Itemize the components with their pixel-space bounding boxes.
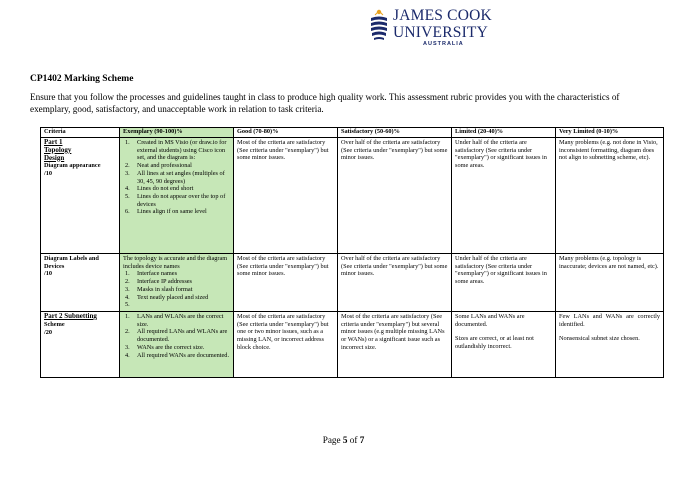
list-item: 3. All lines at set angles (multiples of 30, 45, 90 degrees) [125,169,225,185]
table-row [41,138,664,254]
satisfactory-cell: Over half of the criteria are satisfactory (See criteria under "exemplary") but some minor issues. [338,138,452,254]
list-item: 4. Text neatly placed and sized [125,293,209,301]
criteria-title: Diagram Labels and Devices [44,255,99,270]
page-number: Page 5 of 7 [322,435,365,445]
university-logo [368,8,492,48]
criteria-title: Design [44,153,65,162]
limited-cell [452,312,556,378]
list-item: 4. Lines do not end short [125,185,194,193]
list-item: 1. Interface names [125,270,178,278]
header-criteria: Criteria [41,128,120,138]
very-limited-cell: Many problems (e.g. topology is inaccurate; devices are not named, etc). [556,254,664,312]
list-item: 2. Interface IP addresses [125,278,193,286]
criteria-title: Part 1 [44,138,63,146]
list-item: 2. Neat and professional [125,162,192,170]
list-item: 4. All required WANs are documented. [125,351,230,359]
document-title: CP1402 Marking Scheme [30,74,134,84]
criteria-marks: /10 [44,270,53,278]
limited-paragraph-2: Sizes are correct, or at least not outlandishly incorrect. [455,335,534,351]
table-row [41,254,664,312]
good-cell: Most of the criteria are satisfactory (See criteria under "exemplary") but some minor issues. [234,254,338,312]
list-item: 1. LANs and WLANs are the correct size. [125,313,224,328]
list-item: 5. Lines do not appear over the top of devices [125,192,226,208]
limited-cell: Under half of the criteria are satisfactory (See criteria under "exemplary") or significant issues in some areas. [452,138,556,254]
criteria-title: Part 2 Subnetting [44,312,97,320]
good-cell: Most of the criteria are satisfactory (See criteria under "exemplary") but some minor issues. [234,138,338,254]
very-limited-cell [556,312,664,378]
satisfactory-cell: Over half of the criteria are satisfactory (See criteria under "exemplary") but some minor issues. [338,254,452,312]
header-satisfactory: Satisfactory (50-60)% [338,128,452,138]
header-exemplary: Exemplary (90-100)% [120,128,234,138]
header-good: Good (70-80)% [234,128,338,138]
logo-crest-icon [368,8,390,42]
criteria-subtitle: Scheme [44,320,65,328]
criteria-subtitle: Diagram appearance [44,162,101,170]
exemplary-cell [120,312,234,378]
logo-line-2: UNIVERSITY [393,23,488,41]
criteria-marks: /10 [44,170,53,178]
marking-rubric-table [40,127,664,378]
list-item: 3. WANs are the correct size. [125,343,205,351]
logo-line-3: AUSTRALIA [423,41,464,47]
criteria-cell [41,254,120,312]
exemplary-cell: The topology is accurate and the diagram includes device names 1. Interface names 2. Interface IP addresses 3. Masks in slash format 4. Text neatly placed and sized 5. [120,254,234,312]
header-very-limited: Very Limited (0-10)% [556,128,664,138]
criteria-marks: /20 [44,328,53,336]
good-cell: Most of the criteria are satisfactory (See criteria under "exemplary") but one or two minor issues, such as a missing LAN, or incorrect address block choice. [234,312,338,378]
total-pages: 7 [359,435,365,445]
exemplary-intro: The topology is accurate and the diagram includes device names [123,255,228,270]
criteria-cell [41,312,120,378]
intro-paragraph: Ensure that you follow the processes and guidelines taught in class to produce high quality work. This assessment rubric provides you with the characteristics of exemplary, good, satisfactory, and unacceptable work in relation to task criteria. [30,92,620,114]
very-limited-paragraph-1: Few LANs and WANs are correctly identified. [559,313,660,328]
current-page: 5 [342,435,348,445]
very-limited-paragraph-2: Nonsensical subnet size chosen. [559,335,640,343]
list-item: 1. Created in MS Visio (or draw.io for external students) using Cisco icon set, and the diagram is: [125,139,227,162]
table-row [41,312,664,378]
criteria-cell [41,138,120,254]
list-item: 2. All required LANs and WLANs are documented. [125,328,228,344]
list-item: 3. Masks in slash format [125,285,193,293]
limited-paragraph-1: Some LANs and WANs are documented. [455,313,525,328]
criteria-title: Topology [44,145,72,154]
table-header-row [41,128,664,138]
very-limited-cell: Many problems (e.g. not done in Visio, inconsistent formatting, diagram does not align to subnetting scheme, etc). [556,138,664,254]
header-limited: Limited (20-40)% [452,128,556,138]
logo-line-1: JAMES COOK [393,7,492,24]
list-item: 6. Lines align if on same level [125,208,207,216]
exemplary-cell [120,138,234,254]
limited-cell: Under half of the criteria are satisfactory (See criteria under "exemplary") or significant issues in some areas. [452,254,556,312]
satisfactory-cell: Most of the criteria are satisfactory (See criteria under "exemplary") but several minor issues (e.g multiple missing LANs or WANs) or a significant issue such as incorrect size. [338,312,452,378]
